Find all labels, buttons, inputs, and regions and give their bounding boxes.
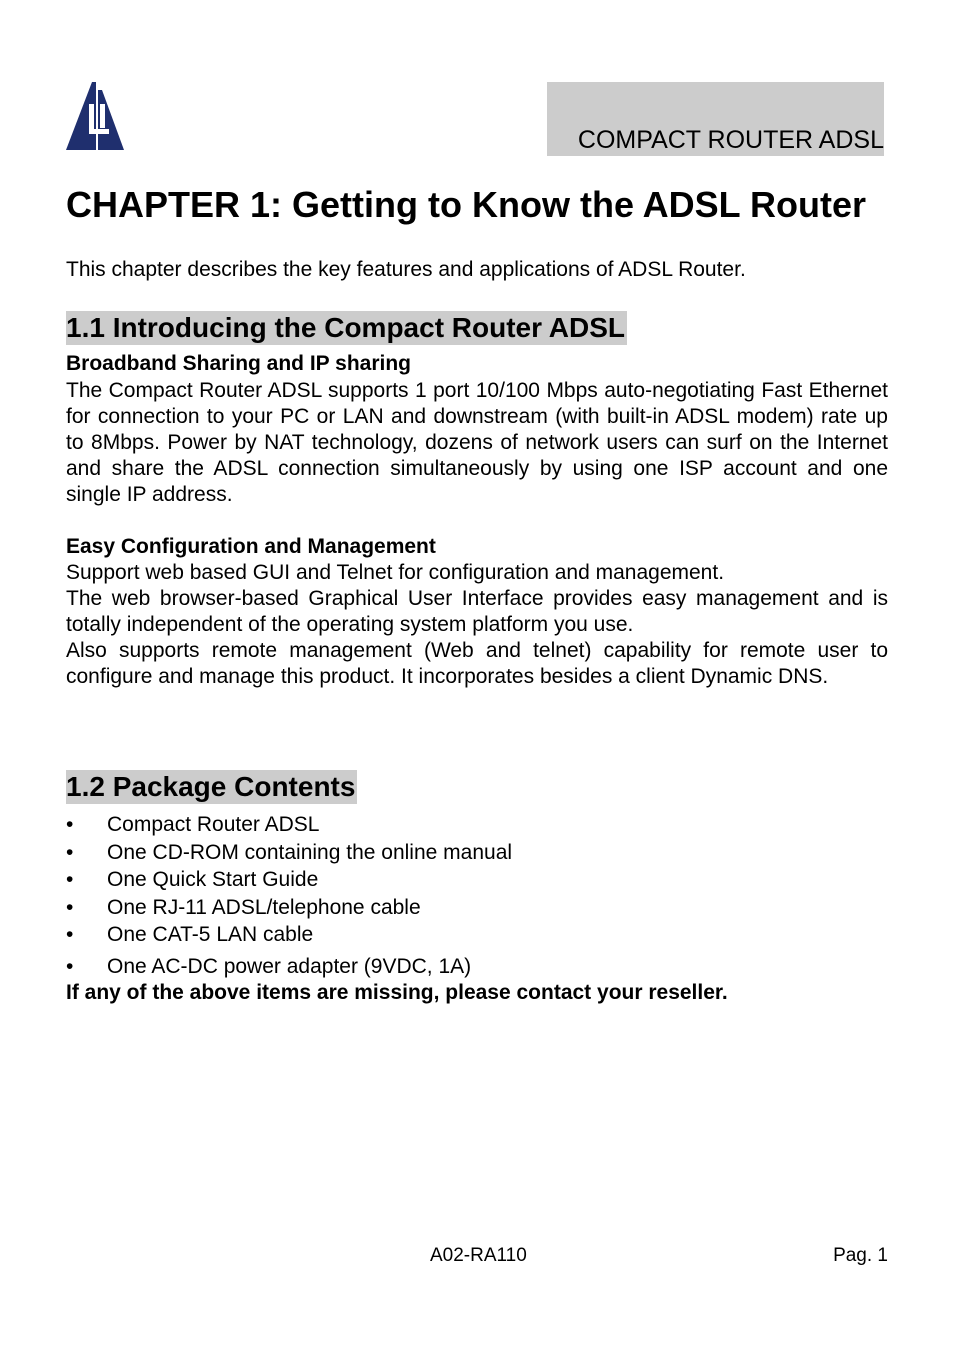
easy-config-line3: Also supports remote management (Web and telnet) capability for remote user to configure and manage this product. It incorporates besides a client Dynamic DNS. [66, 639, 888, 688]
bullet-icon: • [66, 954, 74, 978]
logo-icon [66, 82, 124, 150]
header-product-box [547, 82, 884, 156]
missing-items-note: If any of the above items are missing, please contact your reseller. [66, 981, 728, 1004]
list-item: • One CAT-5 LAN cable [66, 921, 512, 949]
section-1-1-heading: 1.1 Introducing the Compact Router ADSL [66, 312, 625, 343]
bullet-icon: • [66, 895, 74, 919]
header-product-name: COMPACT ROUTER ADSL [577, 126, 884, 154]
easy-config-heading: Easy Configuration and Management [66, 535, 436, 558]
chapter-intro: This chapter describes the key features and applications of ADSL Router. [66, 258, 746, 281]
bullet-icon: • [66, 840, 74, 864]
footer-model-number: A02-RA110 [430, 1245, 527, 1266]
list-item: • One CD-ROM containing the online manual [66, 839, 512, 867]
bullet-icon: • [66, 923, 74, 947]
section-1-2-heading: 1.2 Package Contents [66, 771, 356, 802]
bullet-icon: • [66, 868, 74, 892]
list-item: • One Quick Start Guide [66, 866, 512, 894]
list-item: • One RJ-11 ADSL/telephone cable [66, 894, 512, 922]
easy-config-line2: The web browser-based Graphical User Interface provides easy management and is totally independent of the operating system platform you use. [66, 587, 888, 636]
chapter-title: CHAPTER 1: Getting to Know the ADSL Router [66, 184, 866, 225]
list-item: • Compact Router ADSL [66, 811, 512, 839]
company-logo [66, 82, 124, 150]
bullet-icon: • [66, 813, 74, 836]
footer-page-number: Pag. 1 [833, 1245, 888, 1266]
broadband-sharing-heading: Broadband Sharing and IP sharing [66, 352, 411, 375]
list-item: • One AC-DC power adapter (9VDC, 1A) [66, 953, 512, 981]
broadband-sharing-text: The Compact Router ADSL supports 1 port 10/100 Mbps auto-negotiating Fast Ethernet for connection to your PC or LAN and downstream (with built-in ADSL modem) rate up to 8Mbps. Power by NAT technology, dozens of network users can surf on the Internet and share the ADSL connection simultaneously by using one ISP account and one single IP address. [66, 379, 888, 506]
easy-config-line1: Support web based GUI and Telnet for configuration and management. [66, 561, 725, 584]
package-contents-list [66, 811, 512, 981]
